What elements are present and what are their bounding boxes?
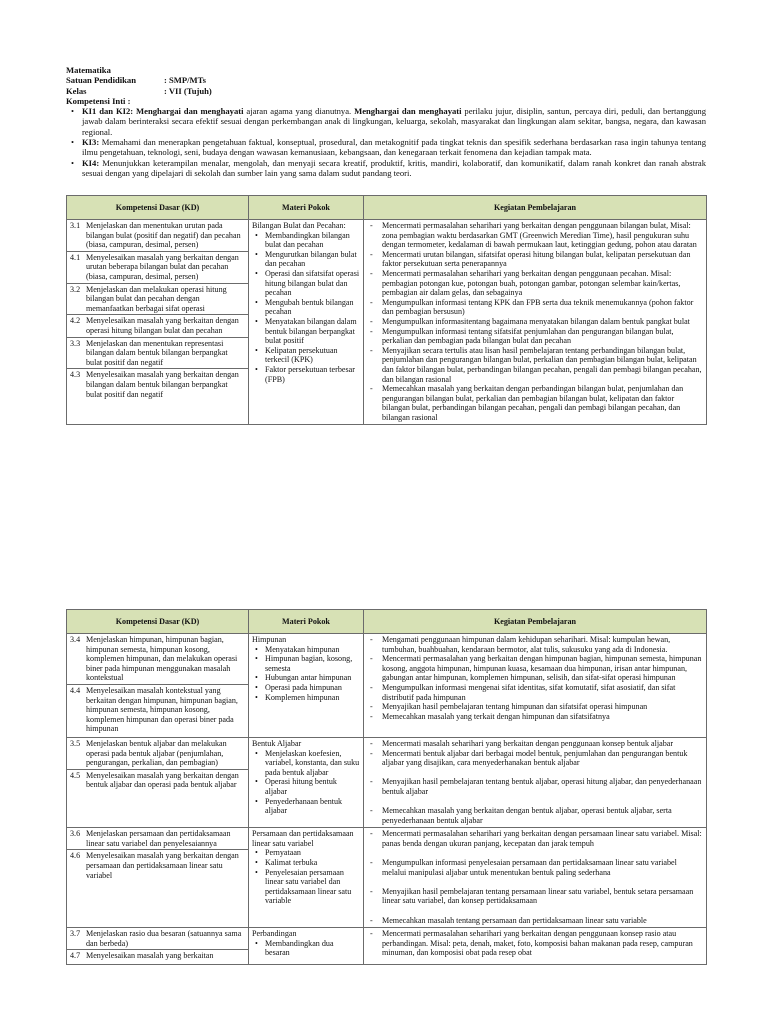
materi-item: • Kelipatan persekutuan terkecil (KPK): [265, 346, 360, 365]
kd-number: 4.5: [70, 770, 81, 780]
kegiatan-item: - Menyajikan hasil pembelajaran tentang bentuk aljabar, operasi hitung aljabar, dan penyederhanaan bentuk aljabar: [382, 777, 703, 796]
kd-text: Menjelaskan rasio dua besaran (satuannya sama dan berbeda): [86, 929, 242, 948]
ki-label: KI3:: [82, 137, 100, 148]
kegiatan-cell: [364, 634, 707, 738]
ki-text: Memahami dan menerapkan pengetahuan faktual, konseptual, prosedural, dan metakognitif pada tingkat teknis dan spesifik sederhana berdasarkan rasa ingin tahunya tentang ilmu pengetahuan, teknologi, seni, budaya dengan wawasan kemanusiaan, kebangsaan, dan kenegaraan terkait fenomena dan kejadian tampak mata.: [82, 137, 706, 158]
kegiatan-item: - Memecahkan masalah tentang persamaan dan pertidaksamaan linear satu variable: [382, 916, 703, 926]
kd-table-2: [66, 609, 707, 965]
meta-key: Kelas: [66, 85, 87, 96]
subject-title: Matematika: [66, 65, 111, 75]
kd-item: [67, 849, 248, 881]
kd-item: [70, 929, 245, 949]
kd-number: 3.5: [70, 738, 81, 748]
materi-title: Persamaan dan pertidaksamaan linear satu variabel: [252, 829, 354, 848]
ki-text: ajaran agama yang dianutnya.: [243, 106, 355, 117]
kd-item: [67, 337, 248, 369]
kd-table-2-body: [67, 634, 707, 965]
kd-number: 4.1: [70, 252, 81, 262]
kegiatan-item: - Mengamati penggunaan himpunan dalam kehidupan seharihari. Misal: kumpulan hewan, tumbuhan, buahbuahan, kendaraan bermotor, alat tulis, sukusuku yang ada di Indonesia.: [382, 635, 703, 654]
kd-text: Menyelesaikan masalah yang berkaitan dengan bentuk aljabar dan operasi pada bentuk aljabar: [86, 770, 239, 790]
materi-item: • Penyelesaian persamaan linear satu variabel dan pertidaksamaan linear satu variable: [265, 868, 360, 906]
ki-lead: Menghargai dan menghayati: [354, 106, 462, 117]
ki-label: KI4:: [82, 157, 100, 168]
kegiatan-cell: [364, 737, 707, 827]
kd-text: Menjelaskan dan menentukan urutan pada bilangan bulat (positif dan negatif) dan pecahan (biasa, campuran, desimal, persen): [86, 221, 241, 250]
materi-item: • Kalimat terbuka: [265, 858, 360, 868]
materi-title: Himpunan: [252, 635, 287, 644]
materi-item: • Operasi hitung bentuk aljabar: [265, 777, 360, 796]
kd-number: 4.7: [70, 951, 81, 961]
kd-text: Menjelaskan dan menentukan representasi bilangan dalam bentuk bilangan berpangkat bulat positif dan negatif: [86, 338, 228, 367]
kegiatan-item: - Mencermati urutan bilangan, sifatsifat operasi hitung bilangan bulat, kelipatan persekutuan dan faktor persekutuan serta penerapannya: [382, 250, 703, 269]
kegiatan-list: [367, 929, 703, 958]
meta-row: [66, 75, 706, 85]
kd-number: 3.2: [70, 284, 81, 294]
kd-item: [67, 684, 248, 735]
kd-text: Menyelesaikan masalah yang berkaitan dengan bilangan dalam bentuk bilangan berpangkat bulat positif dan negatif: [86, 370, 239, 399]
kegiatan-list: [367, 221, 703, 422]
ki-text: Menunjukkan keterampilan menalar, mengolah, dan menyaji secara kreatif, produktif, kritis, mandiri, kolaboratif, dan komunikatif, dalam ranah konkret dan ranah abstrak sesuai dengan yang dipelajari di sekolah dan sumber lain yang sama dalam sudut pandang teori.: [82, 157, 706, 178]
kegiatan-item: - Mengumpulkan informasi mengenai sifat identitas, sifat komutatif, sifat asosiatif, dan sifat distributif pada himpunan: [382, 683, 703, 702]
materi-item: • Mengubah bentuk bilangan pecahan: [265, 298, 360, 317]
kd-table-1: [66, 195, 707, 425]
kegiatan-item: - Mencermati permasalahan seharihari yang berkaitan dengan penggunaan konsep rasio atau perbandingan. Misal: peta, denah, maket, foto, komposisi bahan makanan pada resep, campuran minuman, dan komposisi obat pada resep obat: [382, 929, 703, 958]
materi-cell: [249, 634, 364, 738]
materi-item: • Menyatakan himpunan: [265, 645, 360, 655]
materi-item: • Membandingkan dua besaran: [265, 939, 360, 958]
kd-cell: [67, 928, 249, 965]
materi-title: Bentuk Aljabar: [252, 738, 302, 748]
materi-cell: [249, 928, 364, 965]
materi-cell: [249, 737, 364, 827]
kd-text: Menyelesaikan masalah yang berkaitan dengan urutan beberapa bilangan bulat dan pecahan (biasa, campuran, desimal, persen): [86, 252, 239, 281]
kd-text: Menjelaskan himpunan, himpunan bagian, himpunan semesta, himpunan kosong, komplemen himpunan, dan melakukan operasi biner pada himpunan menggunakan masalah kontekstual: [86, 635, 238, 683]
kd-number: 3.1: [70, 221, 81, 230]
kd-item: [70, 829, 245, 849]
materi-item: • Himpunan bagian, kosong, semesta: [265, 654, 360, 673]
kd-text: Menjelaskan bentuk aljabar dan melakukan operasi pada bentuk aljabar (penjumlahan, pengurangan, perkalian, dan pembagian): [86, 738, 227, 768]
kd-item: [67, 251, 248, 283]
kegiatan-item: - Menyajikan hasil pembelajaran tentang persamaan linear satu variabel, bentuk setara persamaan linear satu variabel, dan konsep pertidaksamaan: [382, 887, 703, 906]
kegiatan-item: - Mencermati permasalahan seharihari yang berkaitan dengan penggunaan bilangan bulat, Misal: zona pembagian waktu berdasarkan GMT (Greenwich Meredian Time), hasil pengukuran suhu dengan termometer, kedalaman di bawah permukaan laut, ketinggian gedung, pohon atau daratan: [382, 221, 703, 250]
meta-value: : SMP/MTs: [164, 75, 206, 86]
kd-text: Menjelaskan dan melakukan operasi hitung bilangan bulat dan pecahan dengan memanfaatkan berbagai sifat operasi: [86, 284, 227, 313]
kd-number: 4.2: [70, 316, 81, 326]
kd-cell: [67, 828, 249, 928]
kegiatan-item: - Mencermati permasalahan seharihari yang berkaitan dengan persamaan linear satu variabel. Misal: panas benda dengan ukuran panjang, kecepatan dan jarak tempuh: [382, 829, 703, 848]
kd-number: 4.6: [70, 851, 81, 861]
table-row: [67, 828, 707, 928]
ki-item: [82, 158, 706, 179]
kegiatan-item: - Menyajikan secara tertulis atau lisan hasil pembelajaran tentang perbandingan bilangan bulat, penjumlahan dan pengurangan bilangan bulat, perkalian dan pembagian bilangan bulat, kelipatan dan faktor bilangan bulat, perbandingan bilangan pecahan, pengali dan pembagi bilangan pecahan, dan bilangan rasional: [382, 346, 703, 384]
kegiatan-cell: [364, 928, 707, 965]
ki-item: [82, 106, 706, 137]
materi-list: [252, 645, 360, 703]
kegiatan-item: - Memecahkan masalah yang terkait dengan himpunan dan sifatsifatnya: [382, 712, 703, 722]
kegiatan-item: - Mengumpulkan informasi penyelesaian persamaan dan pertidaksamaan linear satu variabel melalui manipulasi aljabar untuk menentukan bentuk paling sederhana: [382, 858, 703, 877]
kegiatan-item: - Mencermati permasalahan seharihari yang berkaitan dengan penggunaan pecahan. Misal: pembagian potongan kue, potongan buah, potongan gambar, potongan selembar kain/kertas, pembagian air dalam gelas, dan sebagainya: [382, 269, 703, 298]
kd-item: [70, 221, 245, 251]
materi-cell: [249, 828, 364, 928]
materi-item: • Menjelaskan koefesien, variabel, konstanta, dan suku pada bentuk aljabar: [265, 749, 360, 778]
meta-key: Satuan Pendidikan: [66, 75, 136, 86]
materi-item: • Faktor persekutuan terbesar (FPB): [265, 365, 360, 384]
kegiatan-item: - Menyajikan hasil pembelajaran tentang himpunan dan sifatsifat operasi himpunan: [382, 702, 703, 712]
materi-title: Perbandingan: [252, 929, 297, 939]
materi-item: • Hubungan antar himpunan: [265, 673, 360, 683]
materi-title: Bilangan Bulat dan Pecahan:: [252, 221, 346, 230]
column-header: Kompetensi Dasar (KD): [67, 610, 249, 634]
document-header: [66, 65, 706, 178]
column-header: Materi Pokok: [249, 196, 364, 220]
kd-item: [67, 368, 248, 400]
kegiatan-item: - Mencermati bentuk aljabar dari berbagai model bentuk, penjumlahan dan pengurangan bentuk aljabar yang disajikan, cara menyederhanakan bentuk aljabar: [382, 749, 703, 768]
ki-lead: Menghargai dan menghayati: [136, 106, 244, 117]
kd-item: [67, 314, 248, 336]
materi-cell: [249, 220, 364, 425]
kegiatan-cell: [364, 220, 707, 425]
table-row: [67, 737, 707, 827]
kegiatan-cell: [364, 828, 707, 928]
materi-item: • Operasi dan sifatsifat operasi hitung bilangan bulat dan pecahan: [265, 269, 360, 298]
materi-item: • Penyederhanaan bentuk aljabar: [265, 797, 360, 816]
kd-cell: [67, 220, 249, 425]
table-row: [67, 634, 707, 738]
kegiatan-item: - Mengumpulkan informasitentang bagaimana menyatakan bilangan dalam bentuk pangkat bulat: [382, 317, 703, 327]
kd-text: Menyelesaikan masalah kontekstual yang berkaitan dengan himpunan, himpunan bagian, himpunan semesta, himpunan kosong, komplemen himpunan dan operasi biner pada himpunan: [86, 685, 238, 734]
kd-number: 3.6: [70, 829, 81, 839]
kd-item: [67, 949, 248, 962]
column-header: Kegiatan Pembelajaran: [364, 196, 707, 220]
kegiatan-item: - Mencermati masalah seharihari yang berkaitan dengan penggunaan konsep bentuk aljabar: [382, 739, 703, 749]
table-row: [67, 928, 707, 965]
ki-label: KI1 dan KI2:: [82, 106, 134, 117]
kegiatan-item: - Mengumpulkan informasi tentang sifatsifat penjumlahan dan pengurangan bilangan bulat, perkalian dan pembagian pada bilangan bulat dan pecahan: [382, 327, 703, 346]
materi-list: [252, 939, 360, 958]
kd-text: Menyelesaikan masalah yang berkaitan: [86, 951, 214, 961]
kd-cell: [67, 737, 249, 827]
materi-item: • Membandingkan bilangan bulat dan pecahan: [265, 231, 360, 250]
kd-item: [67, 769, 248, 791]
kegiatan-list: [367, 829, 703, 925]
materi-item: • Komplemen himpunan: [265, 693, 360, 703]
column-header: Materi Pokok: [249, 610, 364, 634]
kd-cell: [67, 634, 249, 738]
kd-number: 3.3: [70, 338, 81, 348]
ki-list: [66, 106, 706, 178]
kd-number: 4.4: [70, 685, 81, 695]
materi-list: [252, 749, 360, 816]
ki-text: perilaku jujur, disiplin, santun, percaya diri, peduli, dan bertanggung jawab dalam berinteraksi secara efektif sesuai dengan perkembangan anak di lingkungan, keluarga, sekolah, masyarakat dan lingkungan alam sekitar, bangsa, negara, dan kawasan regional.: [82, 106, 706, 137]
materi-item: • Mengurutkan bilangan bulat dan pecahan: [265, 250, 360, 269]
column-header: Kompetensi Dasar (KD): [67, 196, 249, 220]
kegiatan-item: - Memecahkan masalah yang berkaitan dengan perbandingan bilangan bulat, penjumlahan dan pengurangan bilangan bulat, perkalian dan pembagian bilangan bulat, kelipatan dan faktor bilangan bulat, perbandingan bilangan pecahan, pengali dan pembagi bilangan pecahan, dan bilangan rasional: [382, 384, 703, 422]
materi-list: [252, 848, 360, 906]
kegiatan-list: [367, 739, 703, 825]
kegiatan-item: - Mengumpulkan informasi tentang KPK dan FPB serta dua teknik menemukannya (pohon faktor dan pembagian bersusun): [382, 298, 703, 317]
kd-text: Menjelaskan persamaan dan pertidaksamaan linear satu variabel dan penyelesaiannya: [86, 829, 231, 848]
kd-item: [67, 283, 248, 315]
kd-number: 3.7: [70, 929, 81, 939]
kegiatan-item: - Mencermati permasalahan yang berkaitan dengan himpunan bagian, himpunan semesta, himpunan kosong, anggota himpunan, himpunan kuasa, kesamaan dua himpunan, irisan antar himpunan, gabungan antar himpunan, komplemen himpunan, selisih, dan sifat-sifat operasi himpunan: [382, 654, 703, 683]
materi-item: • Operasi pada himpunan: [265, 683, 360, 693]
materi-item: • Menyatakan bilangan dalam bentuk bilangan berpangkat bulat positif: [265, 317, 360, 346]
meta-row: [66, 86, 706, 96]
kd-text: Menyelesaikan masalah yang berkaitan dengan operasi hitung bilangan bulat dan pecahan: [86, 316, 239, 335]
meta-value: : VII (Tujuh): [164, 85, 212, 96]
column-header: Kegiatan Pembelajaran: [364, 610, 707, 634]
kd-text: Menyelesaikan masalah yang berkaitan dengan persamaan dan pertidaksamaan linear satu variabel: [86, 851, 239, 880]
kegiatan-item: - Memecahkan masalah yang berkaitan dengan bentuk aljabar, operasi bentuk aljabar, serta penyederhanaan bentuk aljabar: [382, 806, 703, 825]
kd-item: [70, 739, 245, 769]
kd-number: 3.4: [70, 635, 81, 644]
kd-number: 4.3: [70, 370, 81, 380]
materi-list: [252, 231, 360, 385]
ki-heading: Kompetensi Inti :: [66, 95, 131, 106]
kd-item: [70, 635, 245, 684]
ki-item: [82, 137, 706, 158]
table-row: [67, 220, 707, 425]
materi-item: • Pernyataan: [265, 848, 360, 858]
kegiatan-list: [367, 635, 703, 721]
